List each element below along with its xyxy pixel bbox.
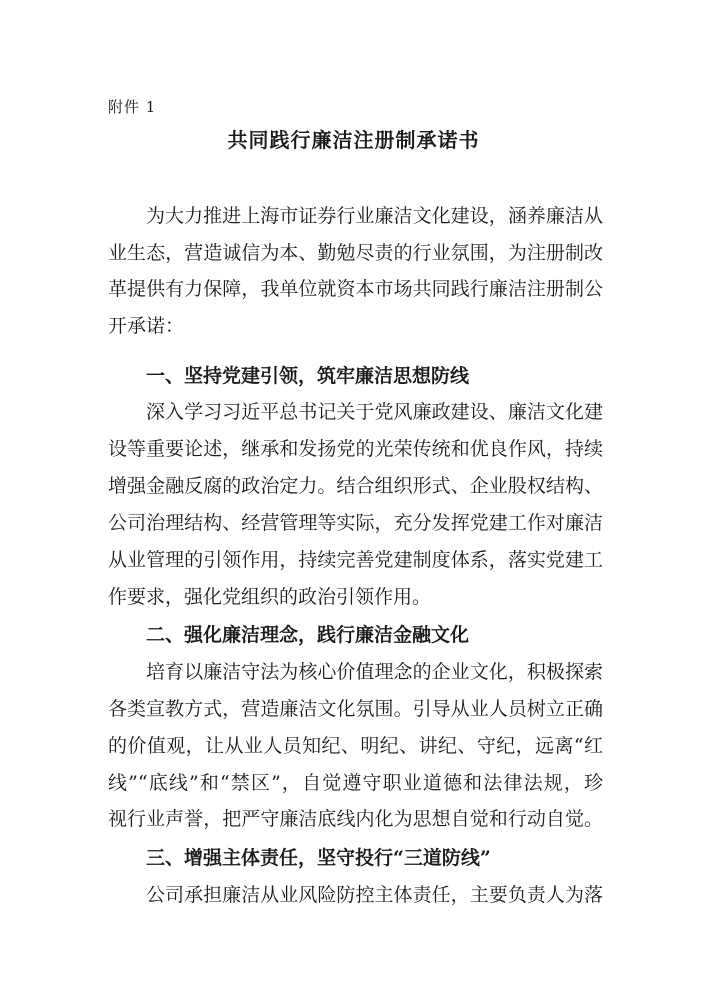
section-1-line: 公司治理结构、经营管理等实际，充分发挥党建工作对廉洁 [108, 512, 603, 534]
document-title: 共同践行廉洁注册制承诺书 [227, 128, 480, 152]
section-3-line: 公司承担廉洁从业风险防控主体责任，主要负责人为落 [146, 884, 603, 906]
intro-line: 为大力推进上海市证券行业廉洁文化建设，涵养廉洁从 [146, 205, 603, 227]
intro-line: 开承诺： [108, 315, 185, 337]
section-2-line: 培育以廉洁守法为核心价值理念的企业文化，积极探索 [146, 661, 603, 683]
section-2-heading: 二、强化廉洁理念，践行廉洁金融文化 [146, 624, 470, 646]
section-1-line: 深入学习习近平总书记关于党风廉政建设、廉洁文化建 [146, 401, 603, 423]
attachment-label: 附件 1 [108, 98, 157, 116]
section-1-line: 增强金融反腐的政治定力。结合组织形式、企业股权结构、 [108, 475, 603, 497]
section-1-line: 从业管理的引领作用，持续完善党建制度体系，落实党建工 [108, 549, 603, 571]
section-1-heading: 一、坚持党建引领，筑牢廉洁思想防线 [146, 365, 470, 387]
intro-line: 革提供有力保障，我单位就资本市场共同践行廉洁注册制公 [108, 278, 603, 300]
section-1-line: 作要求，强化党组织的政治引领作用。 [108, 586, 432, 608]
section-1-line: 设等重要论述，继承和发扬党的光荣传统和优良作风，持续 [108, 438, 603, 460]
section-2-line: 线”“底线”和“禁区”，自觉遵守职业道德和法律法规，珍 [108, 772, 603, 794]
section-2-line: 的价值观，让从业人员知纪、明纪、讲纪、守纪，远离“红 [108, 735, 603, 757]
section-2-line: 视行业声誉，把严守廉洁底线内化为思想自觉和行动自觉。 [108, 808, 603, 830]
intro-line: 业生态，营造诚信为本、勤勉尽责的行业氛围，为注册制改 [108, 242, 603, 264]
section-3-heading: 三、增强主体责任，坚守投行“三道防线” [146, 847, 491, 869]
section-2-line: 各类宣教方式，营造廉洁文化氛围。引导从业人员树立正确 [108, 698, 603, 720]
